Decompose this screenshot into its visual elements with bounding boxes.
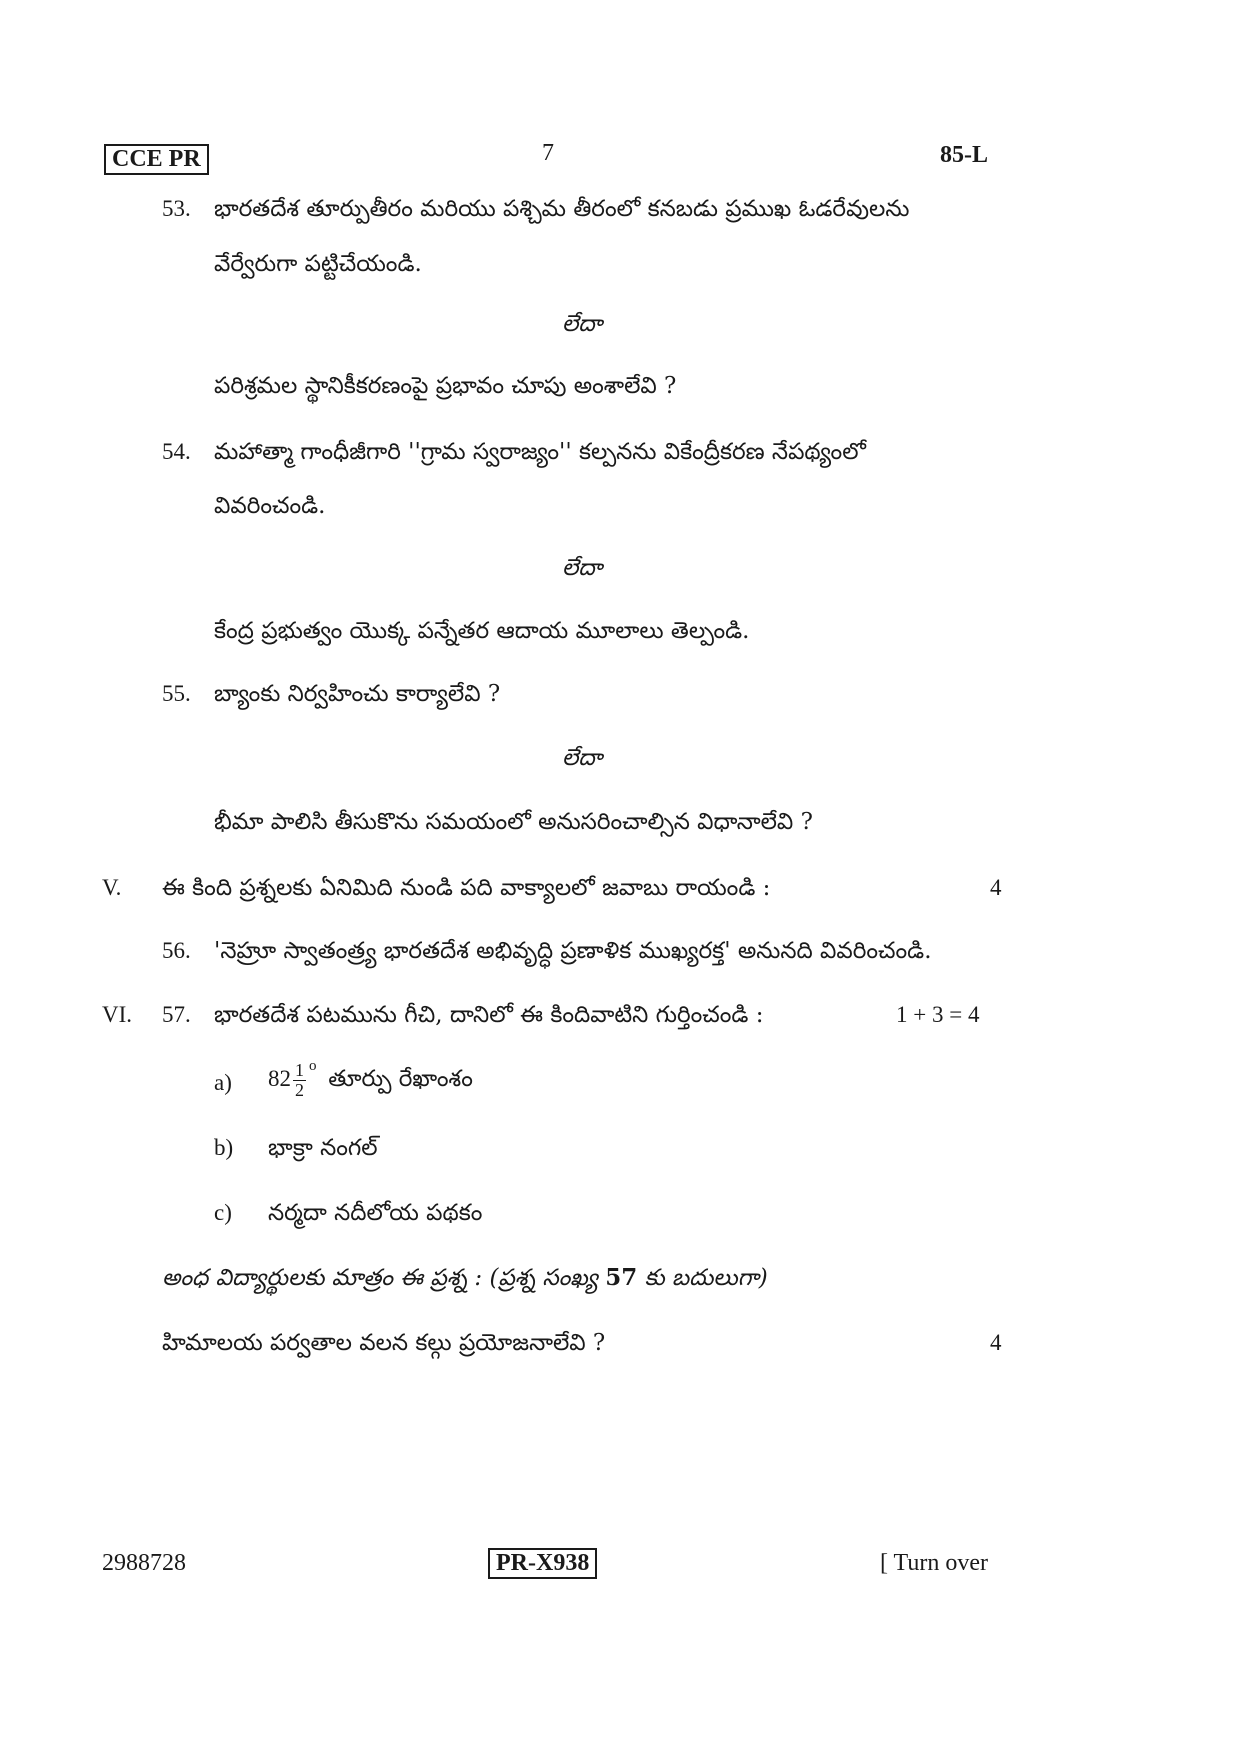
question-53-line2: వేర్వేరుగా పట్టిచేయండి. <box>214 251 422 277</box>
question-54-line2: వివరించండి. <box>214 493 326 519</box>
turn-over-label: [ Turn over <box>880 1550 989 1576</box>
question-53-line1: భారతదేశ తూర్పుతీరం మరియు పశ్చిమ తీరంలో కనబడు ప్రముఖ ఓడరేవులను <box>214 196 910 222</box>
item-c-text: నర్మదా నదీలోయ పథకం <box>268 1200 483 1226</box>
or-label-55: లేదా <box>562 745 603 771</box>
question-number-55: 55. <box>162 681 191 706</box>
question-number-57: 57. <box>162 1002 191 1027</box>
section-vi-marks: 1 + 3 = 4 <box>896 1002 980 1027</box>
question-54-line1: మహాత్మా గాంధీజీగారి ''గ్రామ స్వరాజ్యం'' కల్పనను వికేంద్రీకరణ నేపథ్యంలో <box>214 439 866 465</box>
item-a-longitude <box>268 1058 473 1100</box>
page-number: 7 <box>542 140 554 166</box>
item-c-label: c) <box>214 1200 232 1225</box>
item-a-label: a) <box>214 1070 232 1095</box>
section-vi-label: VI. <box>102 1002 133 1027</box>
footer-paper-box: PR-X938 <box>488 1548 597 1579</box>
question-56-text: 'నెహ్రూ స్వాతంత్ర్య భారతదేశ అభివృద్ధి ప్రణాళిక ముఖ్యరక్త' అనునది వివరించండి. <box>214 938 932 964</box>
section-v-instruction: ఈ కింది ప్రశ్నలకు ఏనిమిది నుండి పది వాక్యాలలో జవాబు రాయండి : <box>162 875 771 901</box>
item-a-fraction <box>293 1061 306 1100</box>
item-b-label: b) <box>214 1135 234 1160</box>
blind-heading-part2: కు బదులుగా) <box>644 1265 768 1291</box>
question-55-alternative: భీమా పాలిసి తీసుకొను సమయంలో అనుసరించాల్సిన విధానాలేవి ? <box>214 809 813 835</box>
or-label-53: లేదా <box>562 311 603 337</box>
question-54-alternative: కేంద్ర ప్రభుత్వం యొక్క పన్నేతర ఆదాయ మూలాలు తెల్పండి. <box>214 618 750 644</box>
blind-heading-number: 57 <box>605 1264 638 1291</box>
degree-symbol: o <box>309 1058 317 1074</box>
question-number-54: 54. <box>162 439 191 464</box>
item-b-text: భాక్రా నంగల్ <box>268 1135 378 1161</box>
blind-heading-part1: అంధ విద్యార్థులకు మాత్రం ఈ ప్రశ్న : (ప్రశ్న సంఖ్య <box>162 1265 598 1291</box>
section-v-marks: 4 <box>990 875 1002 900</box>
blind-question-marks: 4 <box>990 1330 1002 1355</box>
paper-code-box: CCE PR <box>104 144 209 175</box>
question-55-line1: బ్యాంకు నిర్వహించు కార్యాలేవి ? <box>214 681 501 707</box>
question-57-text: భారతదేశ పటమును గీచి, దానిలో ఈ కిందివాటిని గుర్తించండి : <box>214 1002 764 1028</box>
blind-students-question: హిమాలయ పర్వతాల వలన కల్గు ప్రయోజనాలేవి ? <box>162 1330 606 1356</box>
question-53-alternative: పరిశ్రమల స్థానికీకరణంపై ప్రభావం చూపు అంశాలేవి ? <box>214 373 677 399</box>
or-label-54: లేదా <box>562 555 603 581</box>
item-a-numerator: 1 <box>295 1060 304 1081</box>
item-a-text: తూర్పు రేఖాంశం <box>328 1066 473 1092</box>
question-number-53: 53. <box>162 196 191 221</box>
item-a-whole: 82 <box>268 1066 291 1091</box>
section-v-label: V. <box>102 875 122 900</box>
item-a-denominator: 2 <box>295 1080 304 1101</box>
footer-code: 2988728 <box>102 1550 186 1576</box>
question-number-56: 56. <box>162 938 191 963</box>
paper-code: 85-L <box>940 142 988 168</box>
blind-students-heading <box>162 1264 768 1297</box>
